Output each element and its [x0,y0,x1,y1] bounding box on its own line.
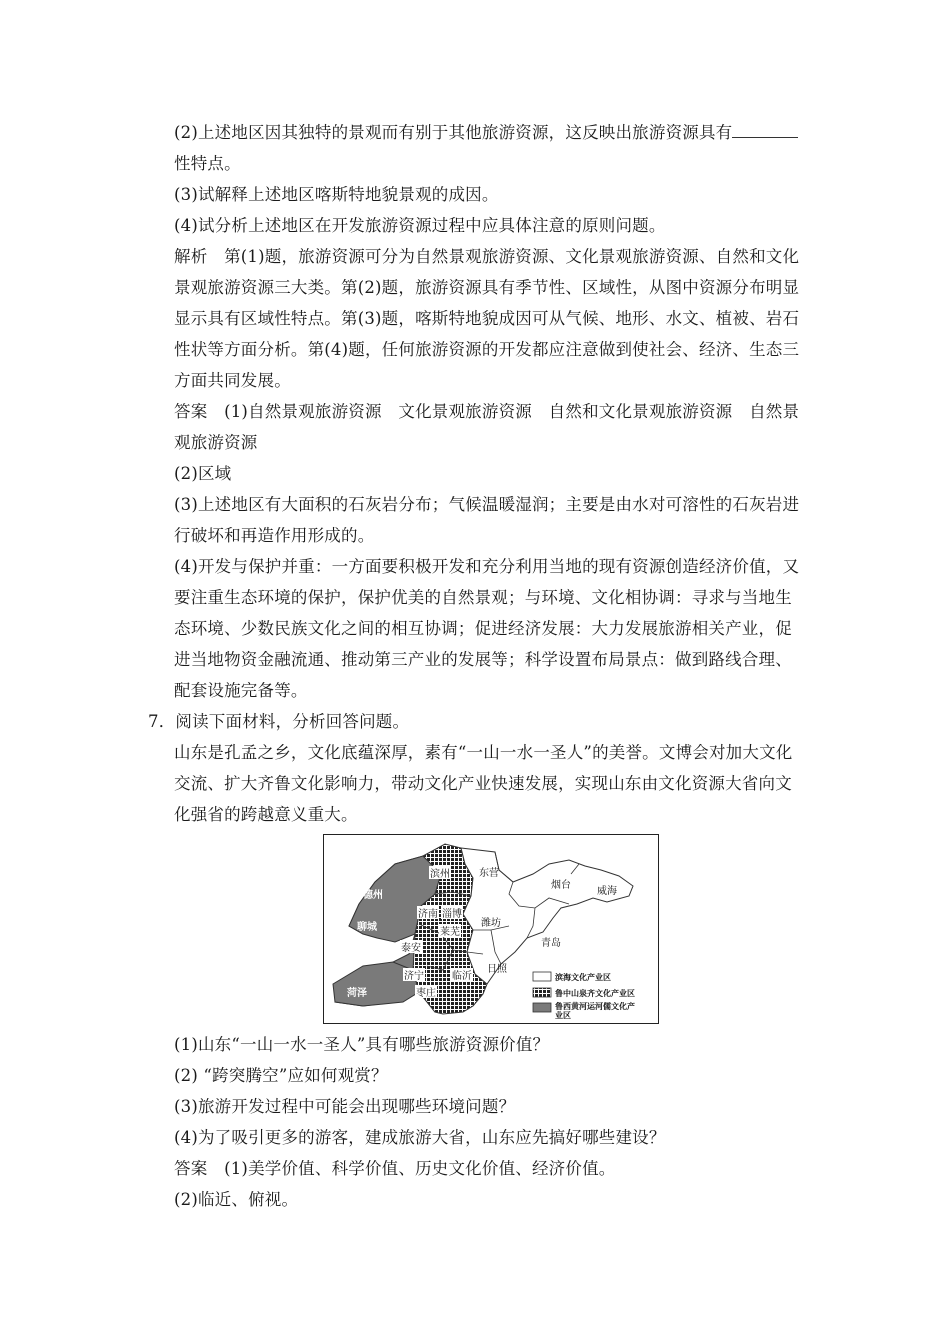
legend-swatch-coastal [533,972,551,981]
text-line: 要注重生态环境的保护，保护优美的自然景观；与环境、文化相协调：寻求与当地生 [174,588,792,607]
map-label-taian: 泰安 [401,943,421,954]
map-label-jinan: 济南 [418,909,438,920]
map-label-weifang: 潍坊 [481,918,501,929]
legend-label-western: 鲁西黄河运河儒文化产 [555,1002,635,1011]
text-line: (1)山东“一山一水一圣人”具有哪些旅游资源价值？ [174,1035,550,1054]
legend-swatch-western [533,1003,551,1012]
legend-label-central: 鲁中山泉齐文化产业区 [555,989,635,998]
map-label-liaocheng: 聊城 [357,922,377,933]
text-line: 性特点。 [174,154,241,173]
text-line: 行破坏和再造作用形成的。 [174,526,375,545]
text-line: (4)试分析上述地区在开发旅游资源过程中应具体注意的原则问题。 [174,216,666,235]
legend-label-coastal: 滨海文化产业区 [555,973,611,982]
map-label-laiwu: 莱芜 [440,927,460,938]
text-line: (3)上述地区有大面积的石灰岩分布；气候温暖湿润；主要是由水对可溶性的石灰岩进 [174,495,800,514]
legend-swatch-central [533,988,551,997]
text-line: 态环境、少数民族文化之间的相互协调；促进经济发展：大力发展旅游相关产业，促 [174,619,792,638]
map-label-zaozhuang: 枣庄 [416,988,436,999]
text-line: (2)区域 [174,464,232,483]
map-label-qingdao: 青岛 [541,938,561,949]
map-label-weihai: 威海 [597,886,617,897]
text-line: (2) “跨突腾空”应如何观赏？ [174,1066,388,1085]
map-label-heze: 菏泽 [347,988,367,999]
text-line: (4)为了吸引更多的游客，建成旅游大省，山东应先搞好哪些建设？ [174,1128,666,1147]
shandong-map-figure [323,834,659,1024]
text-line: (4)开发与保护并重：一方面要积极开发和充分利用当地的现有资源创造经济价值，又 [174,557,800,576]
answer-blank [732,123,798,138]
map-label-linyi: 临沂 [452,971,472,982]
text-line: 观旅游资源 [174,433,258,452]
text-line: 解析 第(1)题，旅游资源可分为自然景观旅游资源、文化景观旅游资源、自然和文化 [174,247,800,266]
legend-label-western-cont: 业区 [555,1011,571,1020]
text-line: 进当地物资金融流通、推动第三产业的发展等；科学设置布局景点：做到路线合理、 [174,650,792,669]
text-line: 显示具有区域性特点。第(3)题，喀斯特地貌成因可从气候、地形、水文、植被、岩石 [174,309,800,328]
text-line: (3)试解释上述地区喀斯特地貌景观的成因。 [174,185,499,204]
text-line: 答案 (1)美学价值、科学价值、历史文化价值、经济价值。 [174,1159,616,1178]
text-line: (3)旅游开发过程中可能会出现哪些环境问题？ [174,1097,516,1116]
text-line: 答案 (1)自然景观旅游资源 文化景观旅游资源 自然和文化景观旅游资源 自然景 [174,402,800,421]
text-line: 方面共同发展。 [174,371,291,390]
text-line: 性状等方面分析。第(4)题，任何旅游资源的开发都应注意做到使社会、经济、生态三 [174,340,800,359]
text-line: (2)临近、俯视。 [174,1190,299,1209]
text-line: 化强省的跨越意义重大。 [174,805,358,824]
map-label-yantai: 烟台 [551,880,571,891]
map-label-dongying: 东营 [479,868,499,879]
text-line: 配套设施完备等。 [174,681,308,700]
text-line: (2)上述地区因其独特的景观而有别于其他旅游资源，这反映出旅游资源具有 [174,123,798,143]
text-line: 景观旅游资源三大类。第(2)题，旅游资源具有季节性、区域性，从图中资源分布明显 [174,278,800,297]
map-label-rizhao: 日照 [487,964,507,975]
map-label-zibo: 淄博 [442,909,462,920]
map-label-jining: 济宁 [404,971,424,982]
map-label-binzhou: 滨州 [430,869,450,880]
text-line: 交流、扩大齐鲁文化影响力，带动文化产业快速发展，实现山东由文化资源大省向文 [174,774,792,793]
map-label-dezhou: 德州 [363,890,383,901]
text-line: 山东是孔孟之乡，文化底蕴深厚，素有“一山一水一圣人”的美誉。文博会对加大文化 [174,743,793,762]
question-heading: 7．阅读下面材料，分析回答问题。 [148,712,410,731]
